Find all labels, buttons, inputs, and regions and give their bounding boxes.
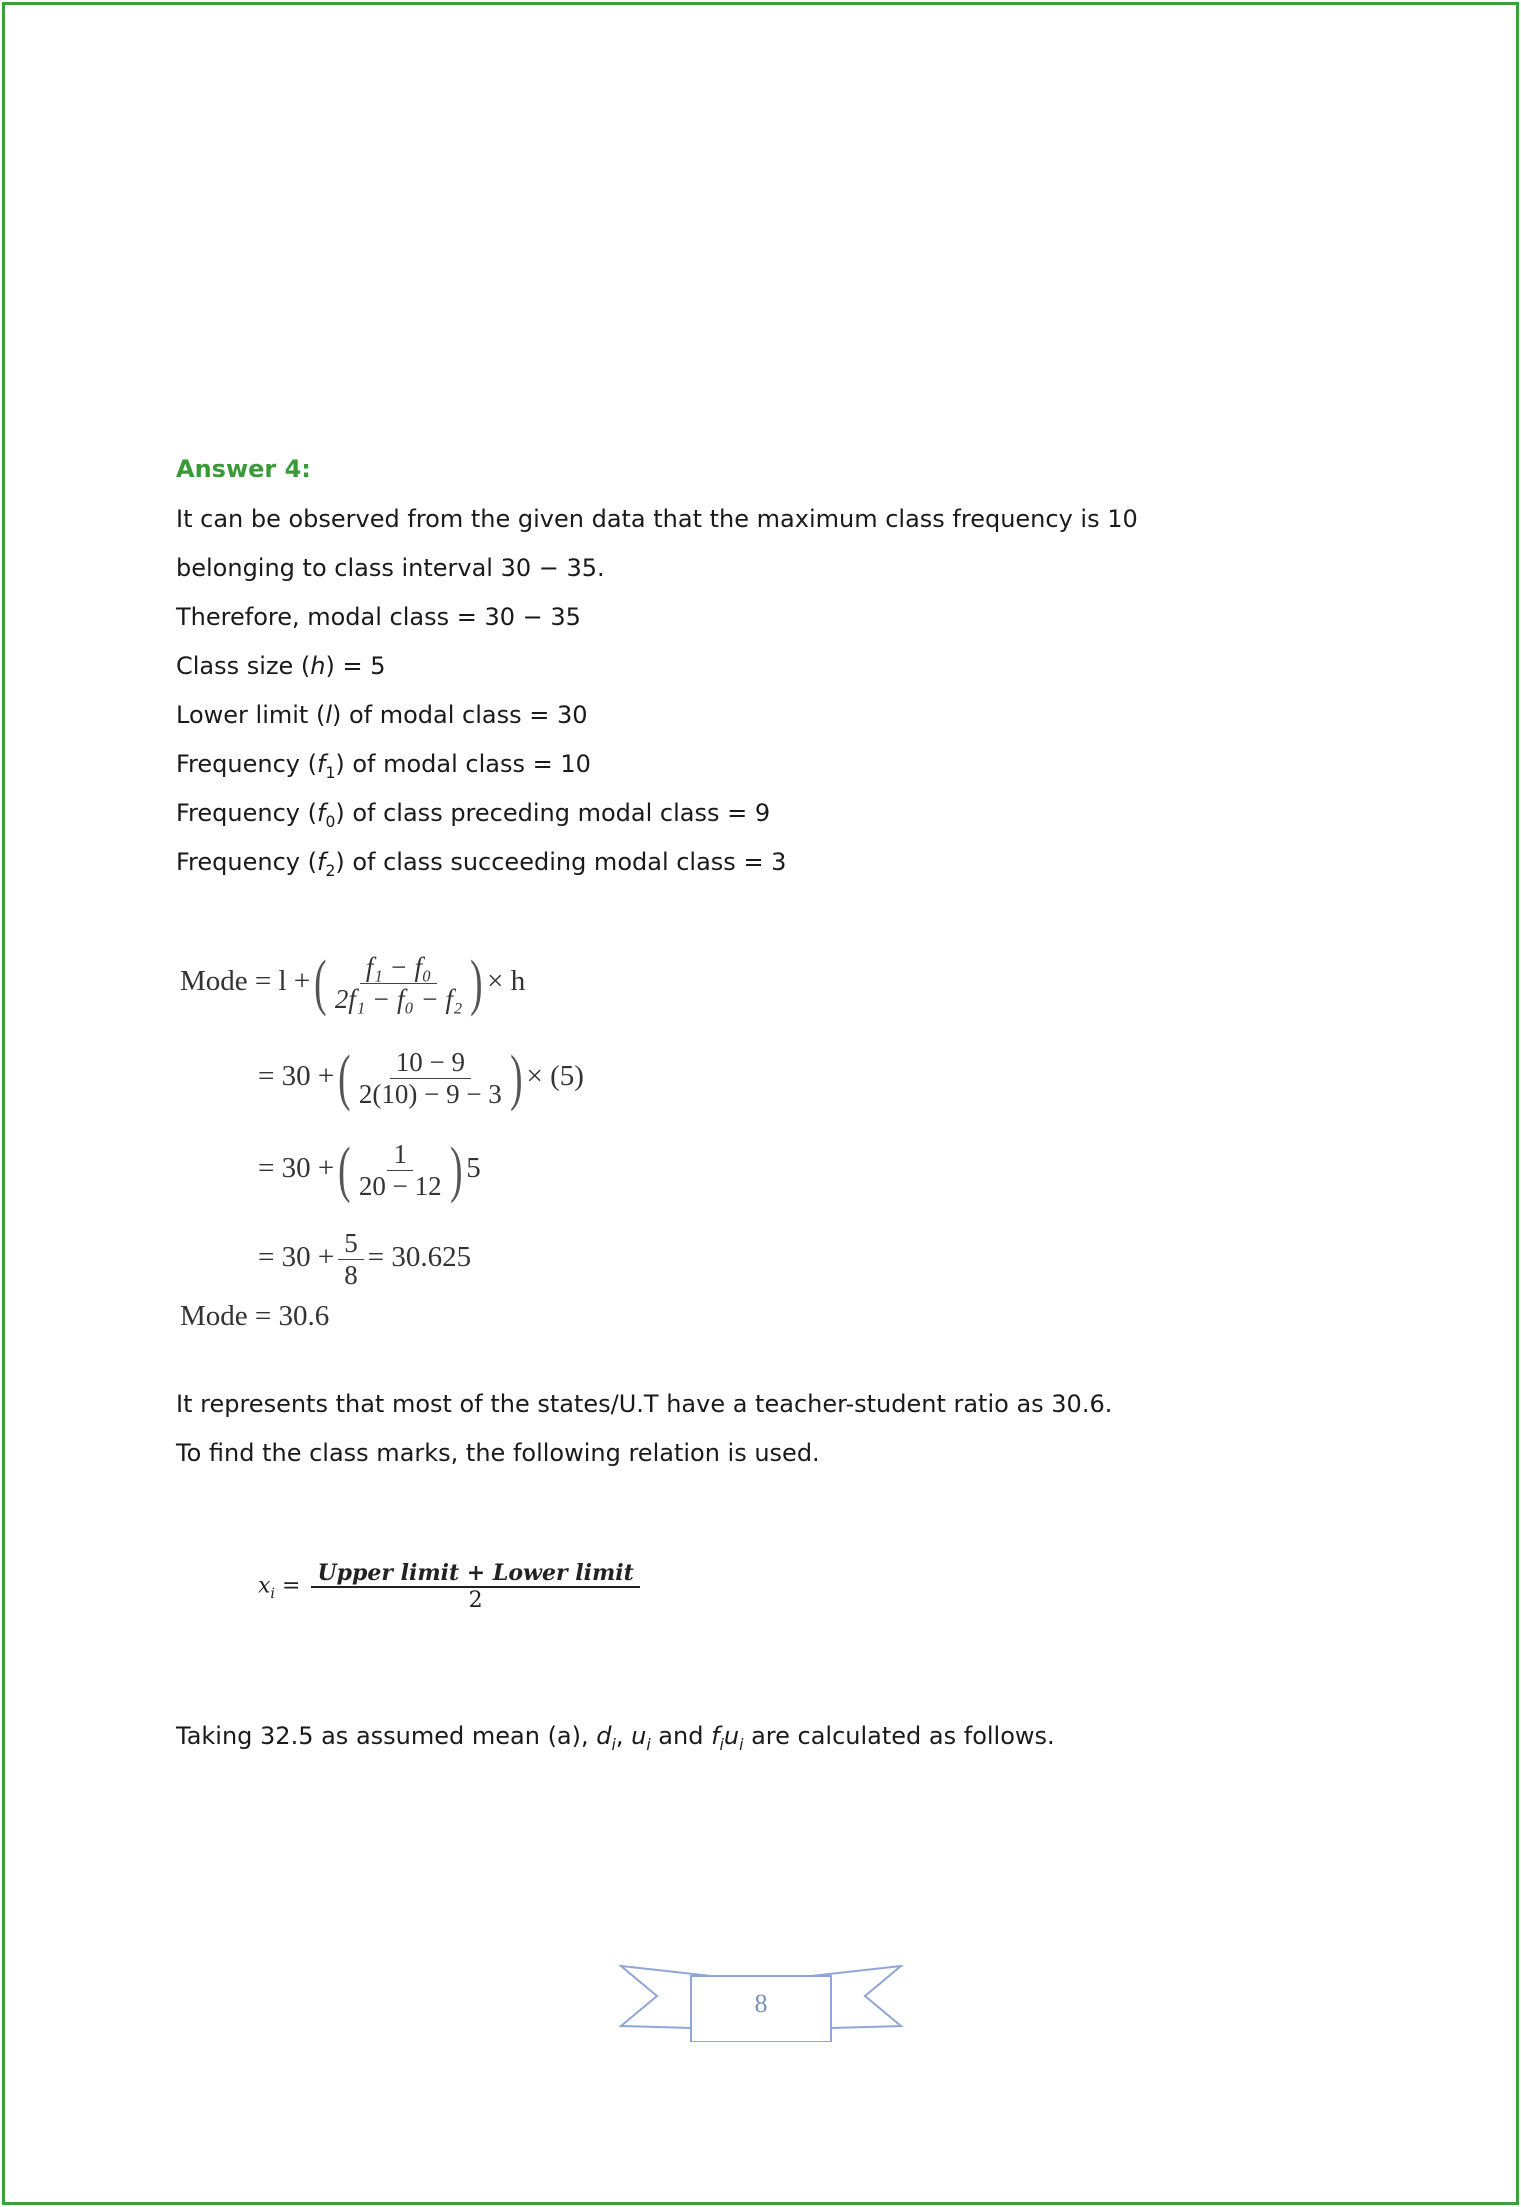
formula-line-1: Mode = l +( $\frac{\text{f₁ − f₀}}{\text{2f₁ − f₀ − f₂}}$ ) × h <box>180 949 526 1017</box>
page-border <box>2 2 1519 2205</box>
answer-heading: Answer 4: <box>176 455 311 483</box>
lower-limit-line: Lower limit (l) of modal class = 30 <box>176 701 588 729</box>
text-line: It can be observed from the given data that the maximum class frequency is 10 <box>176 505 1138 533</box>
f2-line: Frequency $(f_2)$ of class succeeding modal class = 3 <box>176 848 787 880</box>
text-line: Therefore, modal class = 30 − 35 <box>176 603 581 631</box>
f0-line: Frequency $(f_0)$ of class preceding modal class = 9 <box>176 799 771 831</box>
text-line: Taking 32.5 as assumed mean (a), $d_i$, $u_i$ and $f_iu_i$ are calculated as follows. <box>176 1722 1055 1754</box>
formula-line-2: = 30 +( $\frac{10 - 9}{2(10) - 9 - 3}$ ) × (5) <box>258 1044 584 1112</box>
formula-result: Mode = 30.6 <box>180 1300 330 1332</box>
text-line: To find the class marks, the following relation is used. <box>176 1439 820 1467</box>
page-number: 8 <box>754 1989 768 2018</box>
class-mark-formula: $x_i$ = Upper limit + Lower limit 2 <box>258 1560 644 1613</box>
formula-line-4: = 30 + $\frac{5}{8}$ = 30.625 <box>258 1228 472 1290</box>
text-line: belonging to class interval 30 − 35. <box>176 554 605 582</box>
formula-line-3: = 30 +( $\frac{1}{20 - 12}$ ) 5 <box>258 1136 481 1204</box>
text-line: It represents that most of the states/U.T have a teacher-student ratio as 30.6. <box>176 1390 1113 1418</box>
f1-line: Frequency $(f_1)$ of modal class = 10 <box>176 750 591 782</box>
class-size-line: Class size (h) = 5 <box>176 652 386 680</box>
